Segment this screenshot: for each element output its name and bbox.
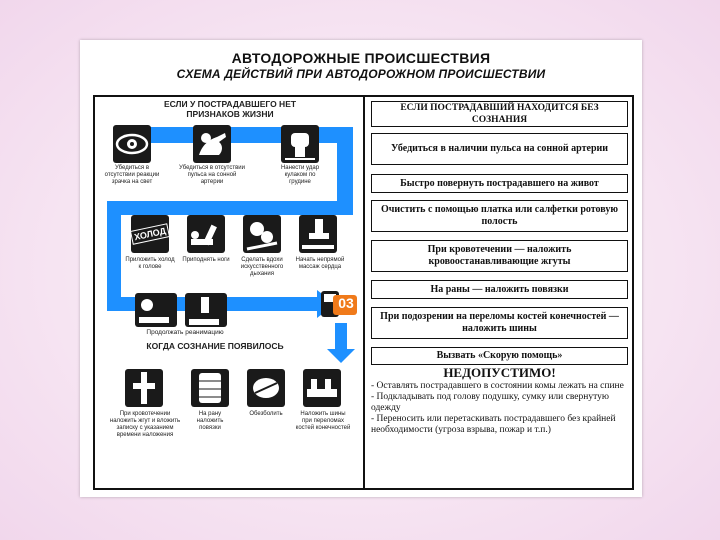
tourniquet-icon: [125, 369, 163, 407]
splint-icon: [303, 369, 341, 407]
phone-number: 03: [338, 295, 354, 311]
caption-bandage: На рану наложить повязки: [196, 411, 224, 431]
caption-cold: Приложить холод к голове: [125, 257, 175, 270]
bandage-roll-icon: [191, 369, 229, 407]
not-allowed-item: - Подкладывать под голову подушку, сумку или свернутую одежду: [371, 392, 609, 413]
not-allowed-item: - Переносить или перетаскивать пострадавшего без крайней необходимости (угроза взрыва, пожар и т.п.): [371, 414, 616, 435]
caption-breathing: Сделать вдохи искусственного дыхания: [240, 257, 284, 277]
caption-pulse: Убедиться в отсутствии пульса на сонной артерии: [179, 165, 245, 185]
phone-03-icon: [319, 285, 359, 325]
caption-pupil: Убедиться в отсутствии реакции зрачка на свет: [104, 165, 160, 185]
chest-compression-icon: [299, 215, 337, 253]
caption-compression: Начать непрямой массаж сердца: [295, 257, 345, 270]
pills-icon: [247, 369, 285, 407]
reanimation-pic-2: [185, 293, 227, 327]
steps-panel: [365, 97, 632, 488]
step-check-pulse: Убедиться в наличии пульса на сонной артерии: [371, 133, 628, 165]
heading-no-life-signs: ЕСЛИ У ПОСТРАДАВШЕГО НЕТ ПРИЗНАКОВ ЖИЗНИ: [163, 99, 297, 119]
caption-continue: Продолжать реанимацию: [146, 329, 224, 336]
eye-icon: [113, 125, 151, 163]
slide-title: АВТОДОРОЖНЫЕ ПРОИСШЕСТВИЯ: [231, 50, 491, 66]
step-bandage: На раны — наложить повязки: [371, 280, 628, 299]
step-unconscious-header: ЕСЛИ ПОСТРАДАВШИЙ НАХОДИТСЯ БЕЗ СОЗНАНИЯ: [371, 101, 628, 127]
caption-tourniquet: При кровотечении наложить жгут и вложить записку с указанием времени наложения: [109, 411, 181, 438]
reanimation-pic-1: [135, 293, 177, 327]
caption-legs: Приподнять ноги: [182, 257, 230, 263]
heading-conscious: КОГДА СОЗНАНИЕ ПОЯВИЛОСЬ: [146, 341, 284, 351]
scheme-frame: [93, 95, 634, 490]
raise-legs-icon: [187, 215, 225, 253]
pulse-check-icon: [193, 125, 231, 163]
not-allowed-item: - Оставлять пострадавшего в состоянии комы лежать на спине: [371, 381, 624, 391]
not-allowed-block: [371, 367, 628, 485]
pictogram-panel: [95, 97, 365, 488]
caption-pills: Обезболить: [249, 411, 283, 417]
slide: [80, 40, 642, 497]
cold-pack-icon: [131, 215, 169, 253]
cold-pack-label: ХОЛОД: [131, 223, 169, 245]
step-clear-mouth: Очистить с помощью платка или салфетки ротовую полость: [371, 200, 628, 232]
caption-thump: Нанести удар кулаком по грудине: [280, 165, 320, 185]
step-turn-over: Быстро повернуть пострадавшего на живот: [371, 174, 628, 193]
caption-splint: Наложить шины при переломах костей конечностей: [295, 411, 351, 431]
slide-subtitle: СХЕМА ДЕЙСТВИЙ ПРИ АВТОДОРОЖНОМ ПРОИСШЕСТВИИ: [176, 67, 546, 81]
precordial-thump-icon: [281, 125, 319, 163]
step-tourniquet: При кровотечении — наложить кровоостанавливающие жгуты: [371, 240, 628, 272]
not-allowed-title: НЕДОПУСТИМО!: [443, 365, 556, 380]
step-call-ambulance: Вызвать «Скорую помощь»: [371, 347, 628, 365]
rescue-breathing-icon: [243, 215, 281, 253]
step-splints: При подозрении на переломы костей конечностей — наложить шины: [371, 307, 628, 339]
